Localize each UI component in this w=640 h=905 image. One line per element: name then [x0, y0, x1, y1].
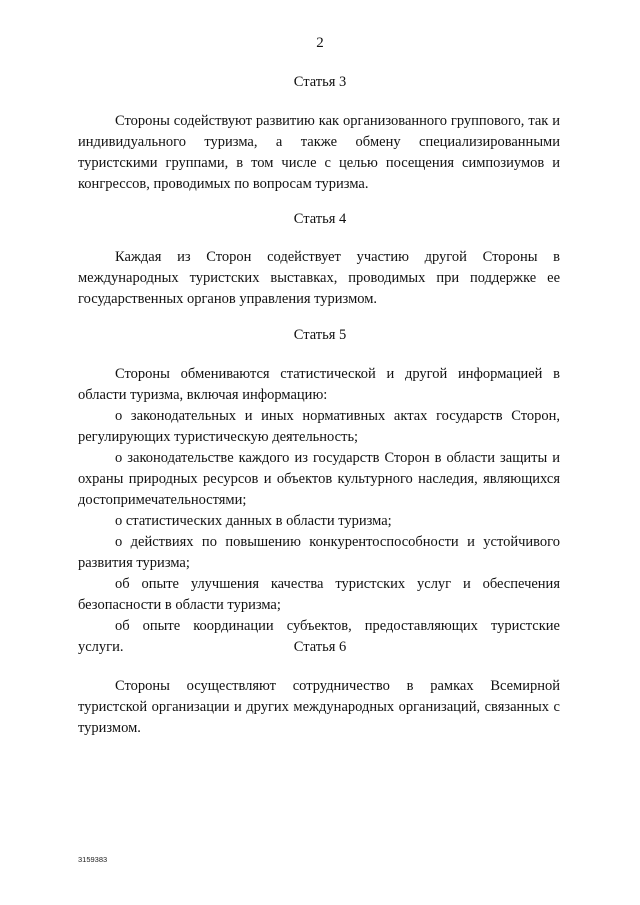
article-5-list-item: о статистических данных в области туризма;: [115, 513, 392, 529]
document-number: 3159383: [78, 855, 108, 864]
article-5-list-item: о действиях по повышению конкурентоспособности и устойчивого развития туризма;: [78, 534, 560, 571]
article-5-list-item: об опыте координации субъектов, предоставляющих туристские услуги.: [78, 618, 560, 655]
article-4-paragraph: Каждая из Сторон содействует участию другой Стороны в международных туристских выставках, проводимых при поддержке ее государственных органов управления туризмом.: [78, 249, 560, 307]
article-5-list-item: о законодательстве каждого из государств Сторон в области защиты и охраны природных ресурсов и объектов культурного наследия, являющихся достопримечательностями;: [78, 450, 560, 508]
article-4-heading: Статья 4: [293, 211, 347, 227]
article-5-list-item: о законодательных и иных нормативных актах государств Сторон, регулирующих туристическую деятельность;: [78, 408, 560, 445]
article-6-heading: Статья 6: [293, 639, 347, 655]
page-number: 2: [316, 35, 324, 51]
article-5-list-item: об опыте улучшения качества туристских услуг и обеспечения безопасности в области туризма;: [78, 576, 560, 613]
article-5-paragraph: Стороны обмениваются статистической и другой информацией в области туризма, включая информацию:: [78, 366, 560, 403]
article-5-heading: Статья 5: [293, 327, 347, 343]
article-3-heading: Статья 3: [293, 74, 347, 90]
article-3-paragraph: Стороны содействуют развитию как организованного группового, так и индивидуального туризма, а также обмену специализированными туристскими группами, в том числе с целью посещения симпозиумов и конгрессов, проводимых по вопросам туризма.: [78, 113, 560, 192]
article-6-paragraph: Стороны осуществляют сотрудничество в рамках Всемирной туристской организации и других международных организаций, связанных с туризмом.: [78, 678, 560, 736]
